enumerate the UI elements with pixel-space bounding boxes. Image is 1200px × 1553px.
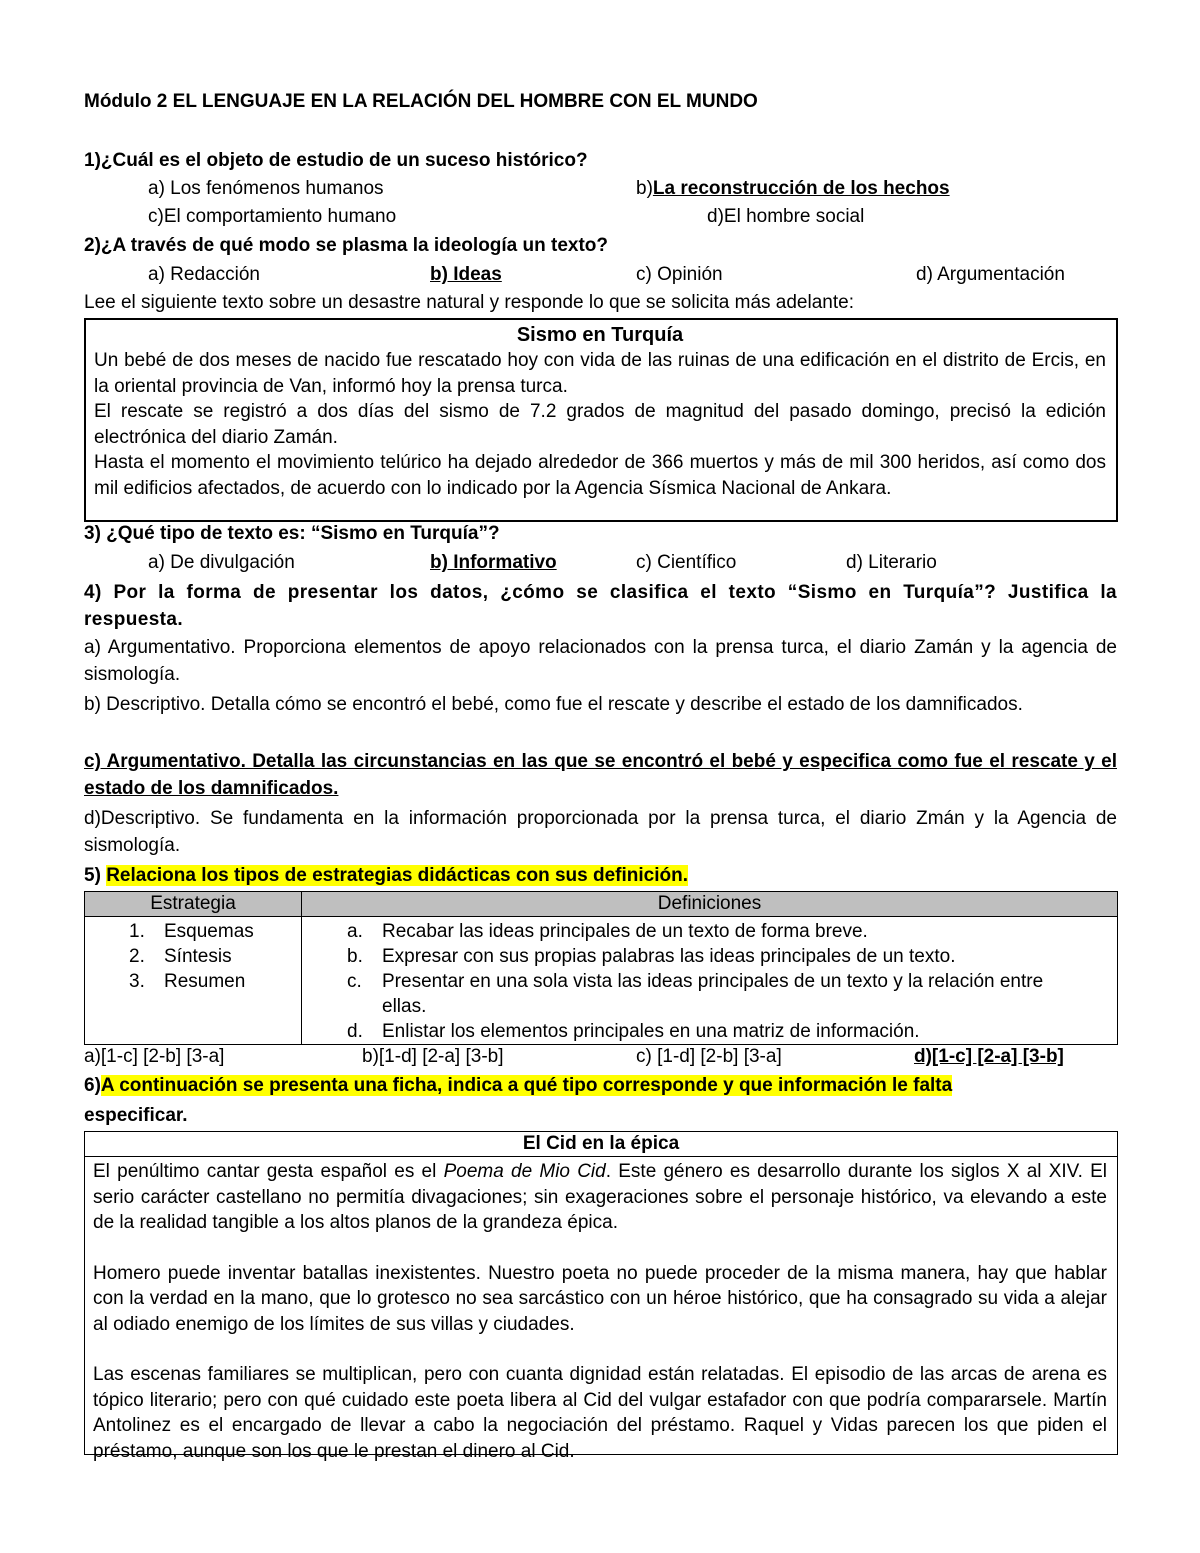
strategy-label: Esquemas	[164, 921, 254, 942]
q4-option-b: b) Descriptivo. Detalla cómo se encontró el bebé, como fue el rescate y describe el estado de los damnificados.	[84, 694, 1023, 715]
module-title: Módulo 2 EL LENGUAJE EN LA RELACIÓN DEL HOMBRE CON EL MUNDO	[84, 91, 758, 112]
q4-option-c: c) Argumentativo. Detalla las circunstancias en las que se encontró el bebé y especifica como fue el rescate y el estado de los damnificados.	[84, 751, 1117, 799]
question-3: 3) ¿Qué tipo de texto es: “Sismo en Turquía”?	[84, 523, 500, 544]
strategy-number: 3.	[129, 971, 145, 992]
poem-title: Poema de Mio Cid	[443, 1161, 606, 1182]
q2-option-b: b) Ideas	[430, 264, 502, 285]
strategy-column-header: Estrategia	[85, 892, 302, 917]
strategy-item	[129, 919, 301, 944]
sismo-paragraph-2: El rescate se registró a dos días del sismo de 7.2 grados de magnitud del pasado domingo, precisó la edición electrónica del diario Zamán.	[94, 401, 1106, 448]
sismo-text-box	[84, 318, 1118, 522]
q3-option-c: c) Científico	[636, 552, 737, 573]
cid-paragraph-1-start: El penúltimo cantar gesta español es el	[93, 1161, 444, 1182]
q3-option-d: d) Literario	[846, 552, 937, 573]
strategy-label: Síntesis	[164, 946, 232, 967]
question-6-text: A continuación se presenta una ficha, indica a qué tipo corresponde y que información le falta	[100, 1075, 953, 1096]
definitions-column-header: Definiciones	[302, 892, 1118, 917]
q1-option-d: d)El hombre social	[707, 206, 865, 227]
question-6	[84, 1075, 952, 1097]
cid-text-box	[84, 1131, 1118, 1462]
cid-title: El Cid en la épica	[85, 1132, 1117, 1157]
definition-letter: a.	[347, 921, 363, 942]
q4-option-a: a) Argumentativo. Proporciona elementos de apoyo relacionados con la prensa turca, el diario Zamán y la agencia de sismología.	[84, 637, 1117, 685]
question-1: 1)¿Cuál es el objeto de estudio de un suceso histórico?	[84, 150, 588, 171]
definition-item	[347, 919, 1087, 944]
q2-option-a: a) Redacción	[148, 264, 260, 285]
sismo-title: Sismo en Turquía	[516, 324, 684, 346]
strategy-item	[129, 944, 301, 969]
sismo-paragraph-3: Hasta el momento el movimiento telúrico ha dejado alrededor de 366 muertos y más de mil 300 heridos, así como dos mil edificios afectados, de acuerdo con lo indicado por la Agencia Sísmica Nacional de Ankara.	[94, 452, 1106, 499]
definition-letter: d.	[347, 1021, 363, 1042]
definition-item	[347, 969, 1087, 1019]
definition-text: Recabar las ideas principales de un texto de forma breve.	[382, 921, 868, 942]
definition-text: Enlistar los elementos principales en una matriz de información.	[382, 1021, 920, 1042]
definition-text: Presentar en una sola vista las ideas principales de un texto y la relación entre ellas.	[382, 971, 1044, 1017]
question-6-number: 6)	[84, 1075, 101, 1096]
q1-option-b-prefix: b)	[636, 178, 653, 199]
q1-option-a: a) Los fenómenos humanos	[148, 178, 384, 199]
q5-option-a: a)[1-c] [2-b] [3-a]	[84, 1046, 225, 1067]
cid-paragraph-2: Homero puede inventar batallas inexistentes. Nuestro poeta no puede proceder de la misma manera, hay que hablar con la verdad en la mano, que lo grotesco no sea sarcástico con un héroe histórico, que ha consagrado su vida a alejar al odiado enemigo de los límites de sus villas y ciudades.	[93, 1262, 1107, 1335]
definition-letter: c.	[347, 971, 362, 992]
question-6-continuation: especificar.	[84, 1105, 188, 1126]
question-5-text: Relaciona los tipos de estrategias didácticas con sus definición.	[106, 865, 688, 886]
q5-option-c: c) [1-d] [2-b] [3-a]	[636, 1046, 782, 1067]
q2-option-d: d) Argumentación	[916, 264, 1065, 285]
question-5-number: 5)	[84, 865, 107, 886]
strategy-table	[84, 891, 1118, 1045]
definition-letter: b.	[347, 946, 363, 967]
q1-option-c: c)El comportamiento humano	[148, 206, 397, 227]
strategy-number: 2.	[129, 946, 145, 967]
q5-option-d: d)[1-c] [2-a] [3-b]	[914, 1046, 1064, 1067]
cid-paragraph-3: Las escenas familiares se multiplican, pero con cuanta dignidad están relatadas. El episodio de las arcas de arena es tópico literario; pero con qué cuidado este poeta libera al Cid del vulgar estafador con que podría compararsele. Martín Antolinez es el encargado de llevar a cabo la negociación del préstamo. Raquel y Vidas parecen los que piden el préstamo, aunque son los que le prestan el dinero al Cid.	[93, 1364, 1107, 1462]
q1-option-b	[636, 178, 950, 200]
definition-item	[347, 1019, 1087, 1044]
definitions-cell	[302, 917, 1118, 1045]
strategy-item	[129, 969, 301, 994]
cid-paragraph-1	[93, 1159, 1107, 1236]
q4-option-d: d)Descriptivo. Se fundamenta en la información proporcionada por la prensa turca, el diario Zmán y la Agencia de sismología.	[84, 808, 1117, 856]
sismo-paragraph-1: Un bebé de dos meses de nacido fue rescatado hoy con vida de las ruinas de una edificación en el distrito de Ercis, en la oriental provincia de Van, informó hoy la prensa turca.	[94, 350, 1106, 397]
definition-item	[347, 944, 1087, 969]
q5-option-b: b)[1-d] [2-a] [3-b]	[362, 1046, 504, 1067]
q2-option-c: c) Opinión	[636, 264, 723, 285]
strategy-number: 1.	[129, 921, 145, 942]
question-4: 4) Por la forma de presentar los datos, ¿cómo se clasifica el texto “Sismo en Turquía”? Justifica la respuesta.	[84, 582, 1117, 630]
strategy-list	[85, 917, 301, 994]
strategy-cell	[85, 917, 302, 1045]
reading-instruction: Lee el siguiente texto sobre un desastre natural y responde lo que se solicita más adelante:	[84, 292, 854, 313]
definitions-list	[302, 917, 1117, 1044]
q3-option-a: a) De divulgación	[148, 552, 295, 573]
q1-option-b-answer: La reconstrucción de los hechos	[652, 178, 950, 199]
strategy-label: Resumen	[164, 971, 246, 992]
question-2: 2)¿A través de qué modo se plasma la ideología un texto?	[84, 235, 609, 256]
question-5	[84, 865, 688, 887]
q3-option-b: b) Informativo	[430, 552, 557, 573]
cid-paragraph-1-end: . Este género es desarrollo durante los siglos X al XIV. El serio carácter castellano no permitía divagaciones; sin exageraciones sobre el personaje histórico, va elevando a este de la realidad tangible a los altos planos de la grandeza épica.	[93, 1161, 1108, 1233]
definition-text: Expresar con sus propias palabras las ideas principales de un texto.	[382, 946, 956, 967]
